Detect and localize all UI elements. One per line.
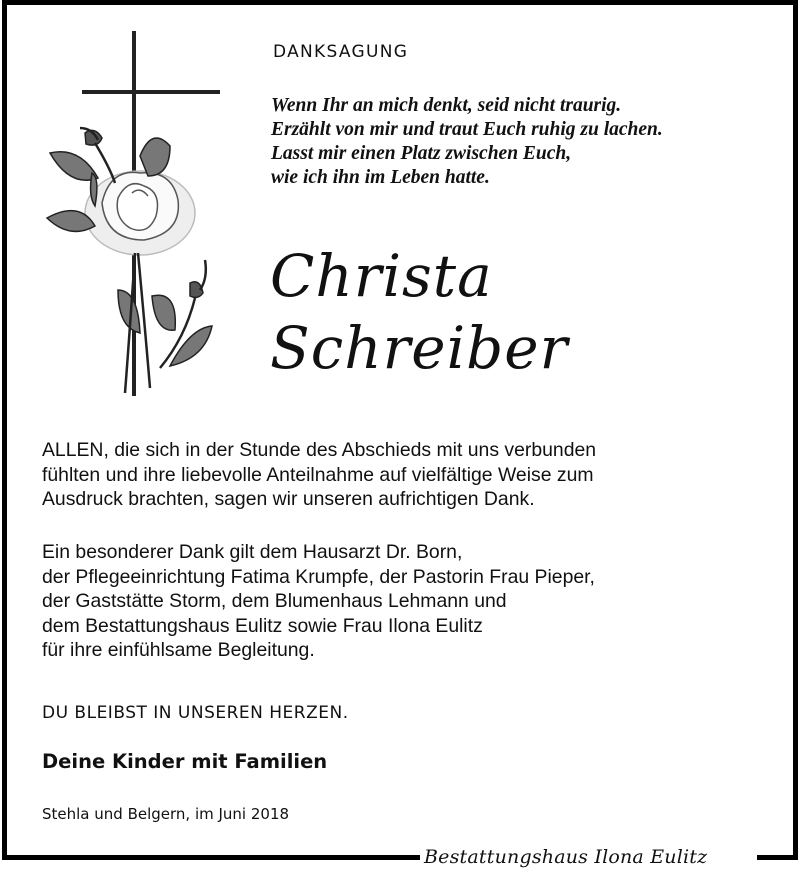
thanks-paragraph [42, 438, 596, 512]
border-bottom-left [2, 855, 420, 860]
poem-line: Lasst mir einen Platz zwischen Euch, [271, 143, 572, 164]
poem-line: wie ich ihn im Leben hatte. [271, 167, 490, 188]
border-bottom-right [757, 855, 798, 860]
paragraph-line: Ein besonderer Dank gilt dem Hausarzt Dr. Born, [42, 541, 463, 563]
border-top [2, 0, 798, 5]
funeral-home-signature: Bestattungshaus Ilona Eulitz [424, 846, 708, 868]
paragraph-line: ALLEN, die sich in der Stunde des Abschieds mit uns verbunden [42, 439, 597, 461]
poem-line: Erzählt von mir und traut Euch ruhig zu lachen. [271, 119, 663, 140]
poem-line: Wenn Ihr an mich denkt, seid nicht traurig. [271, 95, 622, 116]
first-name: Christa [270, 242, 493, 310]
paragraph-line: fühlten und ihre liebevolle Anteilnahme auf vielfältige Weise zum [42, 463, 594, 486]
last-name: Schreiber [270, 314, 569, 382]
paragraph-line: für ihre einfühlsame Begleitung. [42, 639, 315, 661]
paragraph-line: der Gaststätte Storm, dem Blumenhaus Lehmann und [42, 590, 507, 612]
border-right [793, 0, 798, 860]
paragraph-line: dem Bestattungshaus Eulitz sowie Frau Ilona Eulitz [42, 614, 483, 637]
deceased-name [270, 240, 568, 384]
border-left [2, 0, 7, 860]
closing-line: DU BLEIBST IN UNSEREN HERZEN. [42, 703, 349, 723]
place-date: Stehla und Belgern, im Juni 2018 [42, 805, 290, 823]
paragraph-line: der Pflegeeinrichtung Fatima Krumpfe, der Pastorin Frau Pieper, [42, 565, 595, 588]
heading: DANKSAGUNG [273, 42, 409, 62]
paragraph-line: Ausdruck brachten, sagen wir unseren aufrichtigen Dank. [42, 488, 535, 510]
poem [271, 94, 663, 190]
signed-by: Deine Kinder mit Familien [42, 750, 328, 773]
special-thanks-paragraph [42, 540, 595, 663]
cross-with-rose-icon [40, 28, 220, 403]
